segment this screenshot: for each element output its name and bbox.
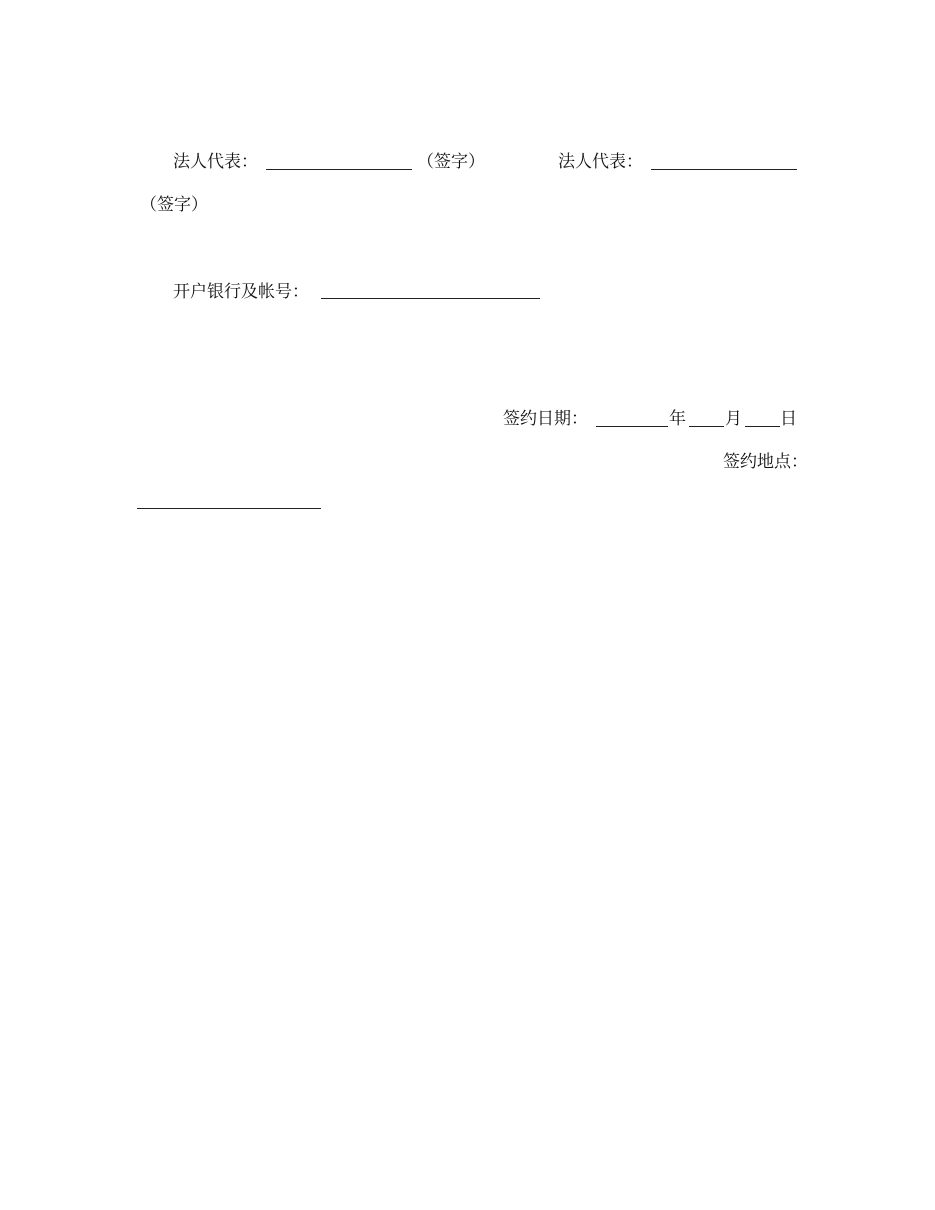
- right-legal-rep-blank: [651, 169, 797, 170]
- sign-place-label: 签约地点：: [723, 452, 808, 472]
- right-legal-rep-label: 法人代表：: [558, 152, 643, 172]
- sign-place-blank: [137, 508, 321, 509]
- left-signature-suffix: （签字）: [417, 152, 485, 172]
- sign-date-label: 签约日期：: [503, 409, 588, 429]
- bank-account-label: 开户银行及帐号：: [173, 282, 309, 302]
- sign-year-unit: 年: [669, 409, 686, 429]
- bank-account-blank: [321, 298, 540, 299]
- sign-day-unit: 日: [780, 409, 797, 429]
- sign-day-blank: [745, 426, 780, 427]
- left-legal-rep-label: 法人代表：: [173, 152, 258, 172]
- right-signature-suffix: （签字）: [140, 195, 208, 215]
- left-legal-rep-blank: [266, 169, 412, 170]
- sign-month-unit: 月: [725, 409, 742, 429]
- sign-year-blank: [596, 426, 668, 427]
- sign-month-blank: [689, 426, 724, 427]
